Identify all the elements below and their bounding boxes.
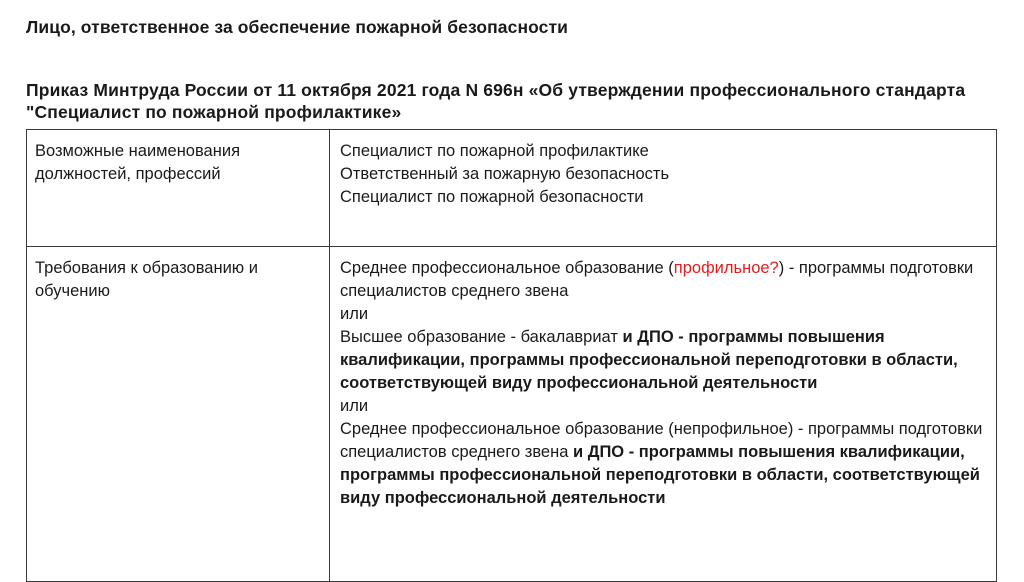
position-item: Специалист по пожарной профилактике [340, 142, 649, 160]
table-row-education [27, 247, 997, 582]
position-item: Ответственный за пожарную безопасность [340, 165, 670, 183]
option1-text-before: Среднее профессиональное образование ( [340, 259, 674, 277]
education-option-3 [340, 418, 988, 510]
option1-text-after: ) - программы подготовки специалистов среднего звена [340, 259, 974, 300]
option3-bold: и ДПО - программы повышения квалификации, программы профессиональной переподготовки в области, соответствующей виду профессиональной деятельности [340, 443, 980, 507]
option2-plain: Высшее образование - бакалавриат [340, 328, 623, 346]
or-separator: или [340, 305, 369, 323]
positions-label: Возможные наименования должностей, профессий [27, 130, 330, 247]
table-row-positions [27, 130, 997, 247]
education-option-1 [340, 257, 988, 303]
education-values [330, 247, 997, 582]
education-option-2 [340, 326, 988, 395]
order-title: Приказ Минтруда России от 11 октября 2021 года N 696н «Об утверждении профессионального стандарта "Специалист по пожарной профилактике» [26, 80, 966, 122]
requirements-table [26, 129, 997, 582]
page-title: Лицо, ответственное за обеспечение пожарной безопасности [26, 17, 569, 37]
education-label: Требования к образованию и обучению [27, 247, 330, 582]
positions-values [330, 130, 997, 247]
option2-bold: и ДПО - программы повышения квалификации, программы профессиональной переподготовки в области, соответствующей виду профессиональной деятельности [340, 328, 958, 392]
option3-plain: Среднее профессиональное образование (непрофильное) - программы подготовки специалистов среднего звена [340, 420, 983, 461]
or-separator: или [340, 397, 369, 415]
option1-highlight: профильное? [673, 259, 779, 277]
position-item: Специалист по пожарной безопасности [340, 188, 644, 206]
